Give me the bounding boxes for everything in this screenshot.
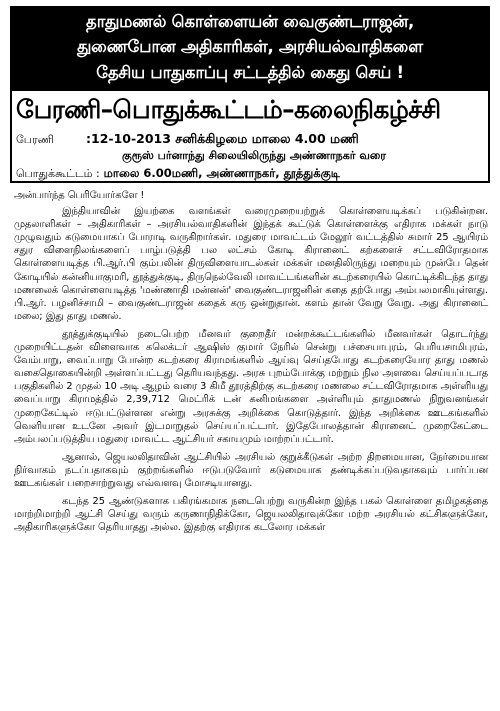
meeting-row	[16, 166, 340, 181]
event-title: பேரணி–பொதுக்கூட்டம்–கலைநிகழ்ச்சி	[16, 95, 441, 124]
event-details-box	[10, 89, 490, 183]
meeting-label: பொதுக்கூட்டம் :	[16, 167, 100, 180]
rally-row	[16, 132, 359, 147]
headline-banner	[10, 6, 490, 89]
paragraph-3: ஆனால், ஜெயலலிதாவின் ஆட்சியில் அரசியல் குறுக்கீடுகள் அற்ற திறமையான, நேர்மையான நிர்வாகம் நடப்பதாகவும் குற்றங்களில் ஈடுபடுவோர் கடுமையாக தண்டிக்கப்படுவதாகவும் பார்ப்பன ஊடகங்கள் பறைசாற்றுவது எவ்வளவு மோசடியானது.	[14, 451, 488, 489]
salutation: அன்பார்ந்த பெரியோர்களே !	[14, 190, 145, 201]
paragraph-1: இந்தியாவின் இயற்கை வளங்கள் வரைமுறையற்றுக் கொள்ளையடிக்கப் படுகின்றன. முதலாளிகள் – அதிகாரிகள் – அரசியல்வாதிகளின் இந்தக் கூட்டுக் கொள்ளைக்கு எதிராக மக்கள் நாடு முழுவதும் கடுமையாகப் போராடி வருகிறார்கள். மதுரை மாவட்டம் மேலூர் வட்டத்தில் சுமார் 25 ஆயிரம் சதுர விளைநிலங்களைப் பாழ்படுத்தி பல லட்சம் கோடி கிரானைட் கற்களைச் சட்டவிரோதமாக கொள்ளையடித்த பி.ஆர்.பி கும்பலின் திருவிளையாடல்கள் மக்கள் மனதிலிருந்து மறையும் முன்பே தென் கோடியில் கன்னியாகுமரி, தூத்துக்குடி, திருநெல்வேலி மாவட்டங்களின் கடற்கரையில் கொட்டிக்கிடந்த தாது மணலைக் கொள்ளையடித்த 'மண்ணாதி மன்னன்' வைகுண்டராஜனின் கதை தற்போது அம்பலமாகியுள்ளது. பி.ஆர். பழனிச்சாமி – வைகுண்டராஜன் கதைக் கரு ஒன்றுதான். களம் தான் வேறு வேறு. அது கிரானைட் மலை; இது தாது மணல்.	[14, 206, 488, 322]
rally-route: குரூஸ் பர்னாந்து சிலையிலிருந்து அண்ணாநகர் வரை	[122, 149, 386, 162]
headline-line-2: துணைபோன அதிகாரிகள், அரசியல்வாதிகளை	[77, 37, 423, 57]
paragraph-2: தூத்துக்குடியில் நடைபெற்ற மீனவர் குறைதீர் மன்றக்கூட்டங்களில் மீனவர்கள் தொடர்ந்து முறையிட்டதன் விளைவாக கலெக்டர் ஆஷிஸ் குமார் நேரில் சென்று பச்சையாபுரம், பெரியசாமிபுரம், வேம்பாறு, வைப்பாறு போன்ற கடற்கரை கிராமங்களில் ஆய்வு செய்தபோது கடற்கரையோர தாது மணல் வகைதொகையின்றி அள்ளப்பட்டது தெரியவந்தது. அரசு புறம்போக்கு மற்றும் நில அளவை செய்யப்படாத பகுதிகளில் 2 முதல் 10 அடி ஆழம் வரை 3 கிமீ தூரத்திற்கு கடற்கரை மணலை சட்டவிரோதமாக அள்ளியது வைப்பாறு கிராமத்தில் 2,39,712 மெட்ரிக் டன் கனிமங்களை அள்ளியும் தாதுமணல் நிறுவனங்கள் முறைகேட்டில் ஈடுபட்டுள்ளன என்று அரசுக்கு அறிக்கை கொடுத்தார். இந்த அறிக்கை ஊடகங்களில் வெளியான உடனே அவர் இடமாறுதல் செய்யப்பட்டார். இதேபோலத்தான் கிரானைட் முறைகேட்டை அம்பலப்படுத்திய மதுரை மாவட்ட ஆட்சியர் சகாயமும் மாற்றப்பட்டார்.	[14, 328, 488, 445]
meeting-details: மாலை 6.00மணி, அண்ணாநகர், தூத்துக்குடி	[99, 166, 340, 180]
rally-datetime: :12-10-2013 சனிக்கிழமை மாலை 4.00 மணி	[86, 131, 359, 146]
paragraph-4: கடந்த 25 ஆண்டுகளாக பகிரங்கமாக நடைபெற்று வருகின்ற இந்த பகல் கொள்ளை தமிழகத்தை மாற்றிமாற்றி ஆட்சி செய்து வரும் கருணாநிதிக்கோ, ஜெயலலிதாவுக்கோ மற்ற அரசியல் கட்சிகளுக்கோ, அதிகாரிகளுக்கோ தெரியாதது அல்ல. இதற்கு எதிராக கடலோர மக்கள்	[14, 496, 488, 534]
rally-label: பேரணி	[16, 133, 55, 146]
letter-body	[14, 189, 488, 539]
headline-line-1: தாதுமணல் கொள்ளையன் வைகுண்டராஜன்,	[86, 11, 414, 31]
headline-line-3: தேசிய பாதுகாப்பு சட்டத்தில் கைது செய் !	[96, 63, 404, 83]
